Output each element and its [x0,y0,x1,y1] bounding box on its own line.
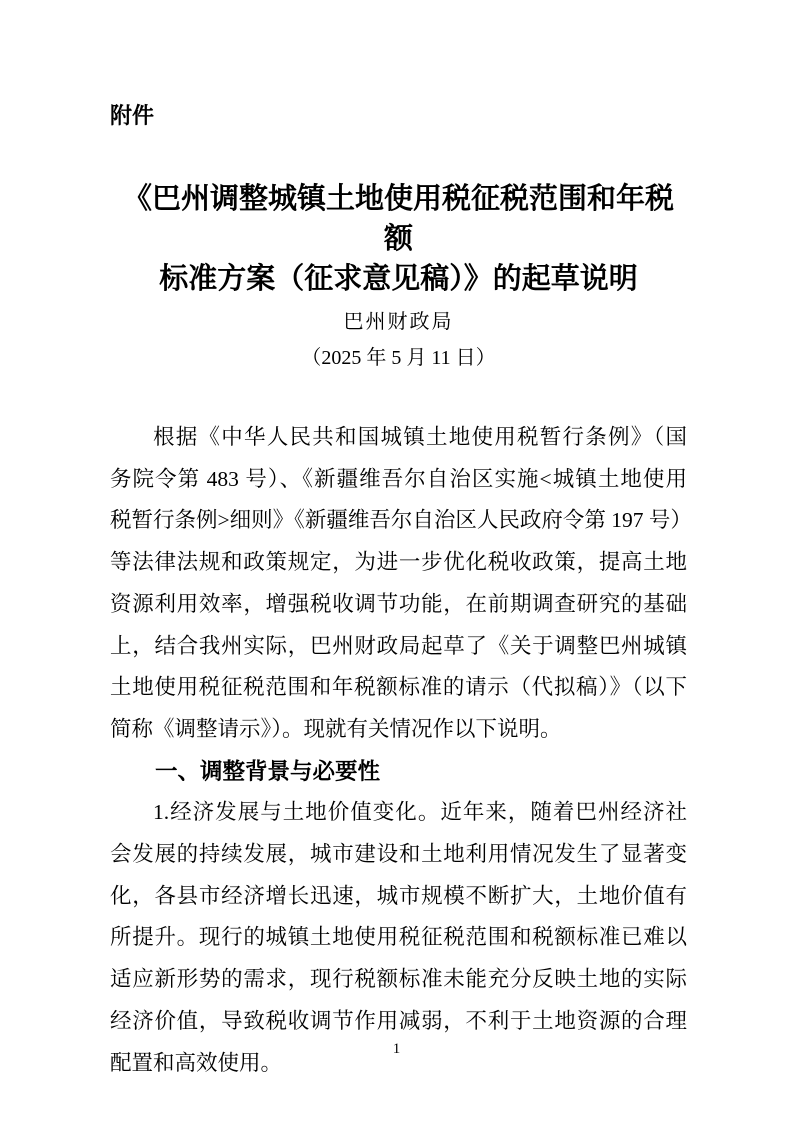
body-line: 等法律法规和政策规定，为进一步优化税收政策，提高土地 [110,550,687,575]
body-line: 简称《调整请示》）。现就有关情况作以下说明。 [110,716,562,741]
title-line-1: 《巴州调整城镇土地使用税征税范围和年税额 [122,183,674,255]
date-line: （2025 年 5 月 11 日） [301,347,496,369]
attachment-label: 附件 [110,103,155,128]
page-number: 1 [392,1041,401,1057]
body-line: 资源利用效率，增强税收调节功能，在前期调查研究的基础 [110,591,687,616]
body-line: 根据《中华人民共和国城镇土地使用税暂行条例》（国 [153,425,687,449]
section-heading-1: 一、调整背景与必要性 [155,758,381,784]
document-title [110,179,687,299]
body-line: 经济价值，导致税收调节作用减弱，不利于土地资源的合理 [110,1008,687,1033]
body-line: 上，结合我州实际，巴州财政局起草了《关于调整巴州城镇 [110,633,687,658]
body-line: 适应新形势的需求，现行税额标准未能充分反映土地的实际 [110,967,687,992]
body-line: 会发展的持续发展，城市建设和土地利用情况发生了显著变 [110,842,687,867]
document-body [110,417,692,1084]
body-line: 税暂行条例>细则》《新疆维吾尔自治区人民政府令第 197 号） [110,508,692,533]
title-line-2: 标准方案（征求意见稿）》的起草说明 [159,263,638,295]
body-line: 化，各县市经济增长迅速，城市规模不断扩大，土地价值有 [110,883,687,908]
body-line: 务院令第 483 号）、《新疆维吾尔自治区实施<城镇土地使用 [110,466,687,491]
body-line: 所提升。现行的城镇土地使用税征税范围和税额标准已难以 [110,925,687,950]
body-line: 配置和高效使用。 [110,1050,283,1075]
body-line: 土地使用税征税范围和年税额标准的请示（代拟稿）》（以下 [110,675,687,700]
body-line: 1.经济发展与土地价值变化。近年来，随着巴州经济社 [153,800,687,825]
author-line: 巴州财政局 [343,311,454,333]
